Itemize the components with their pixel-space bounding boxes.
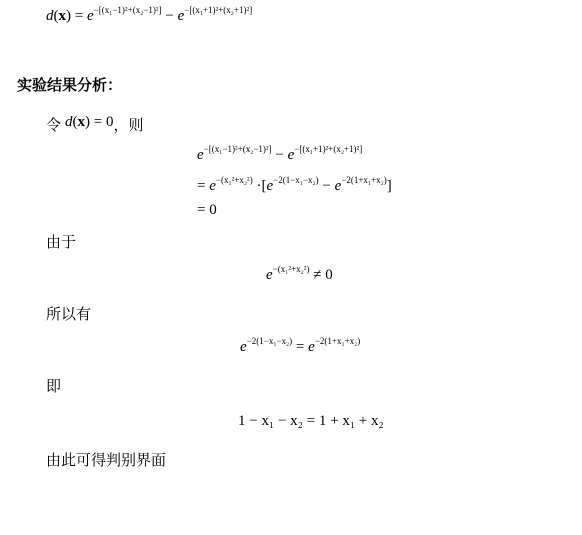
minus-sign: −	[165, 8, 174, 24]
suoyiyou-text: 所以有	[46, 305, 92, 323]
definition-equation: $d(x) = e^{-[(x_1-1)^2+(x_2-1)^2]} - e^{-[(x_1+1)^2+(x_2+1)^2]}$	[46, 5, 253, 24]
ji-text: 即	[46, 377, 62, 395]
derivation-line-2: = $e^{-(x_1^2+x_2^2)} \cdot[e^{-2(1-x_1-x_2)} - e^{-2(1+x_1+x_2)}]$	[197, 175, 392, 194]
exponent-1: −[(x₁−1)²+(x₂−1)²]	[93, 5, 162, 15]
condition-line	[46, 110, 144, 134]
linear-equation: 1 − x₁ − x₂ = 1 + x₁ + x₂	[238, 413, 384, 429]
e-symbol: e	[177, 8, 185, 24]
exponent-equality: $e^{-2(1-x_1-x_2)} = e^{-2(1+x_1+x_2)}$	[240, 336, 361, 355]
d-equals-zero: d(x) = 0	[65, 114, 114, 130]
youyu-text: 由于	[46, 233, 77, 251]
nonzero-equation: $e^{-(x_1^2+x_2^2)} \ne 0$	[266, 264, 333, 283]
exponent-2: −[(x₁+1)²+(x₂+1)²]	[184, 5, 253, 15]
section-heading: 实验结果分析：	[17, 76, 123, 94]
conclusion-text: 由此可得判别界面	[46, 451, 167, 469]
e-symbol: e	[86, 8, 94, 24]
ling-text: 令	[46, 116, 62, 134]
x-symbol: x	[58, 8, 66, 24]
equals-sign: =	[74, 8, 84, 24]
d-symbol: d	[46, 8, 54, 24]
ze-text: ，则	[113, 116, 144, 134]
derivation-line-1: $e^{-[(x_1-1)^2+(x_2-1)^2]} - e^{-[(x_1+1)^2+(x_2+1)^2]}$	[197, 144, 363, 163]
derivation-line-3: = 0	[197, 202, 217, 218]
